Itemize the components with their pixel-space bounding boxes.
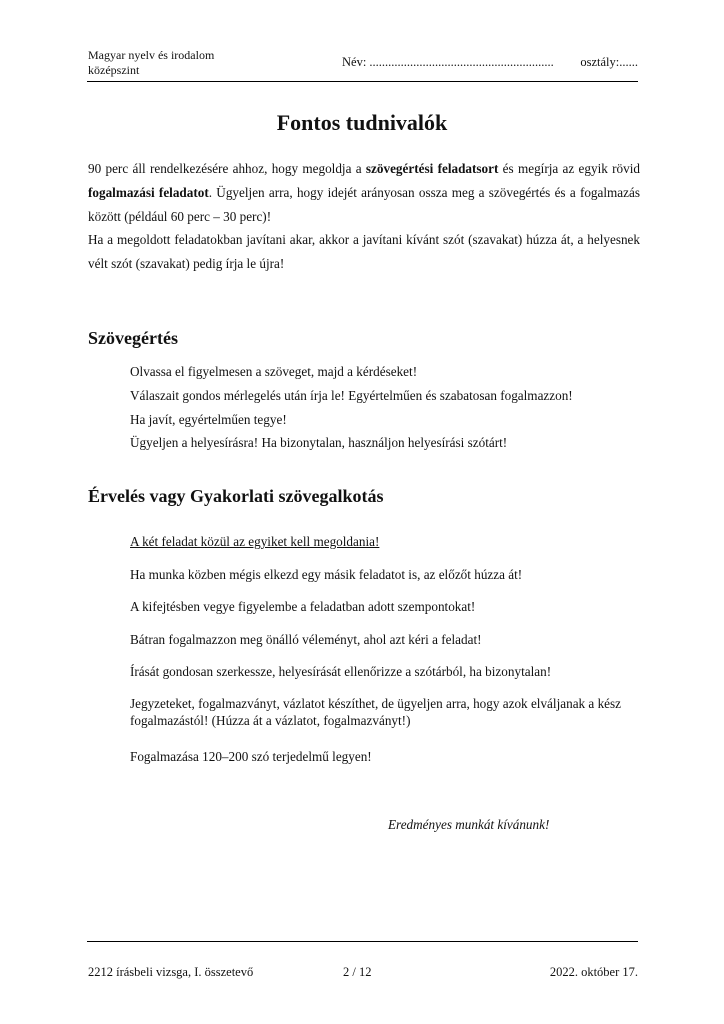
list-item: Ha javít, egyértelműen tegye! xyxy=(130,411,287,427)
list-item: Írását gondosan szerkessze, helyesírását ellenőrizze a szótárból, ha bizonytalan! xyxy=(130,664,552,679)
header-subject-line2: középszint xyxy=(88,63,140,77)
header-subject xyxy=(88,48,214,78)
list-item-underlined: A két feladat közül az egyiket kell megoldania! xyxy=(130,534,380,549)
list-item: Jegyzeteket, fogalmazványt, vázlatot készíthet, de ügyeljen arra, hogy azok elváljanak a kész fogalmazástól! (Húzza át a vázlatot, fogalmazványt!) xyxy=(130,696,622,728)
header-subject-line1: Magyar nyelv és irodalom xyxy=(88,48,215,62)
list-item: Olvassa el figyelmesen a szöveget, majd a kérdéseket! xyxy=(130,364,418,379)
intro-p1-c: és megírja az egyik rövid xyxy=(498,161,640,176)
intro-text xyxy=(88,157,640,276)
section1-list xyxy=(130,360,640,455)
footer-page-number: 2 / 12 xyxy=(343,965,372,979)
footer-exam-code: 2212 írásbeli vizsga, I. összetevő xyxy=(88,965,254,979)
list-item: A kifejtésben vegye figyelembe a feladatban adott szempontokat! xyxy=(130,599,476,614)
section-heading-erveles: Érvelés vagy Gyakorlati szövegalkotás xyxy=(88,486,384,506)
list-item: Fogalmazása 120–200 szó terjedelmű legyen! xyxy=(130,749,372,764)
name-field: Név: ........................................................... xyxy=(342,55,554,69)
list-item: Ügyeljen a helyesírásra! Ha bizonytalan, használjon helyesírási szótárt! xyxy=(130,435,508,451)
intro-p1-bold-1: szövegértési feladatsort xyxy=(365,161,499,176)
intro-p1-bold-2: fogalmazási feladatot xyxy=(88,184,209,200)
footer-rule xyxy=(87,941,638,942)
section-heading-szovegertes: Szövegértés xyxy=(88,328,178,348)
footer-date: 2022. október 17. xyxy=(549,965,638,979)
closing-wish: Eredményes munkát kívánunk! xyxy=(388,817,550,832)
list-item: Válaszait gondos mérlegelés után írja le! Egyértelműen és szabatosan fogalmazzon! xyxy=(130,387,573,403)
header-rule xyxy=(87,81,638,82)
page-title: Fontos tudnivalók xyxy=(276,110,448,135)
intro-paragraph-2: Ha a megoldott feladatokban javítani akar, akkor a javítani kívánt szót (szavakat) húzza át, a helyesnek vélt szót (szavakat) pedig írja le újra! xyxy=(88,232,640,272)
intro-p1-e: . Ügyeljen arra, hogy idejét arányosan ossza meg a szövegértés és a fogalmazás között (például 60 perc – 30 perc)! xyxy=(88,184,640,224)
list-item: Ha munka közben mégis elkezd egy másik feladatot is, az előzőt húzza át! xyxy=(130,567,523,582)
intro-paragraph-1 xyxy=(88,157,640,228)
list-item: Bátran fogalmazzon meg önálló véleményt, ahol azt kéri a feladat! xyxy=(130,632,482,647)
class-field: osztály:...... xyxy=(580,55,638,69)
intro-p1-a: 90 perc áll rendelkezésére ahhoz, hogy megoldja a xyxy=(88,161,366,176)
